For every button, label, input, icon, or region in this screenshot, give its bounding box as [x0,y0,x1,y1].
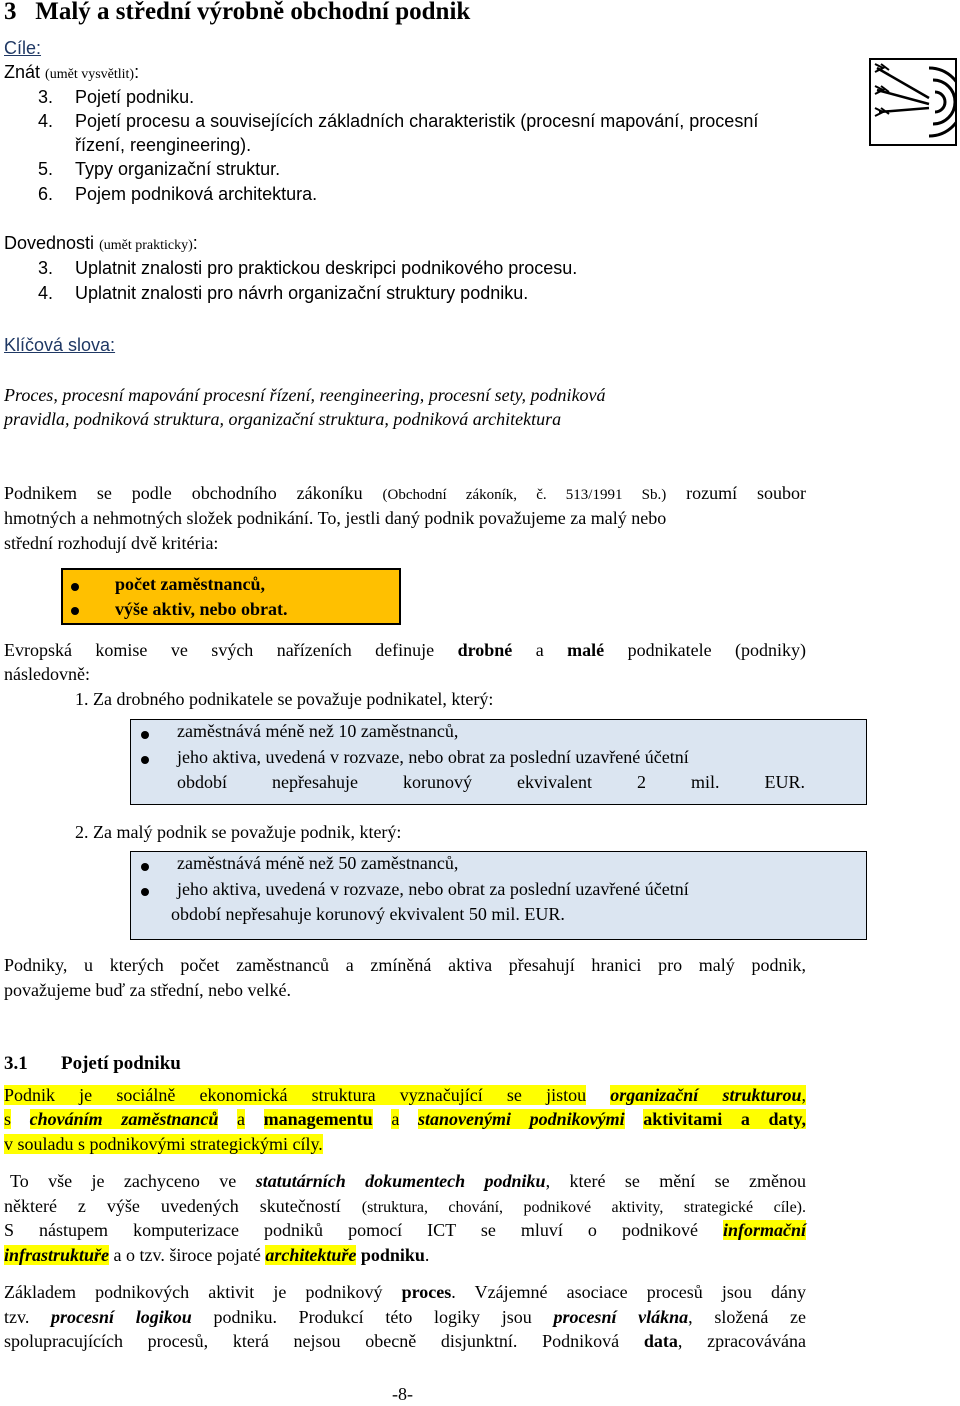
eu-bold: drobné [457,640,513,660]
list-item-cont: období nepřesahuje korunový ekvivalent 2 mil. EUR. [177,772,805,792]
exceed-line-1: Podniky, u kterých počet zaměstnanců a zmíněná aktiva přesahují hranici pro malý podnik, [4,955,806,975]
para-emph: procesní vlákna [553,1307,689,1327]
para-emph: architektuře [265,1245,357,1265]
know-note: (umět vysvětlit) [45,67,135,82]
para-text: některé z výše uvedených skutečností [4,1196,341,1216]
know-item-num: 3. [38,87,54,107]
list-item: zaměstnává méně než 10 zaměstnanců, [177,721,459,741]
keywords-line-2: pravidla, podniková struktura, organizační struktura, podniková architektura [4,409,562,429]
goals-label: Cíle: [4,38,42,58]
exceed-line-2: považujeme buď za střední, nebo velké. [4,980,292,1000]
bullet [141,888,149,896]
know-item-text: řízení, reengineering). [75,135,252,155]
intro-line-2: hmotných a nehmotných složek podnikání. To, jestli daný podnik považujeme za malý nebo [4,508,667,528]
para2-line-1 [4,1282,806,1303]
know-item-num: 5. [38,159,54,179]
eu-line-1 [4,640,806,661]
definition-text: Podnik je sociálně ekonomická struktura vyznačující se jistou [4,1085,587,1105]
list-item: jeho aktiva, uvedená v rozvaze, nebo obrat za poslední uzavřené účetní [177,879,689,899]
para-text: . [424,1245,430,1265]
list-item: zaměstnává méně než 50 zaměstnanců, [177,853,459,873]
keywords-line-1: Proces, procesní mapování procesní řízení, reengineering, procesní sety, podniková [4,385,606,405]
know-colon: : [134,62,140,82]
bullet [141,731,149,739]
skills-label: Dovednosti [4,233,95,253]
target-with-arrows-icon [869,58,957,146]
para1-line-3 [4,1220,806,1241]
definition-bold: managementu [263,1109,373,1129]
para-text: , složená ze [688,1307,807,1327]
criteria-item: počet zaměstnanců, [115,574,265,594]
para-note: (struktura, chování, podnikové aktivity, strategické cíle). [361,1199,807,1216]
definition-line-2 [4,1109,806,1130]
skills-label-line [4,233,198,254]
intro-line-3: střední rozhodují dvě kritéria: [4,533,219,553]
small-entrepreneur-box [130,719,867,805]
para2-line-2 [4,1307,806,1328]
intro-citation: (Obchodní zákoník, č. 513/1991 Sb.) [382,487,667,503]
intro-text: rozumí soubor [686,483,807,503]
bullet [141,863,149,871]
para-emph: informační [723,1220,807,1240]
para1-line-1 [10,1171,806,1192]
small-entrepreneur-heading: 1. Za drobného podnikatele se považuje podnikatel, který: [75,689,494,709]
definition-line-3 [4,1134,323,1155]
skills-item-text: Uplatnit znalosti pro praktickou deskripci podnikového procesu. [75,258,578,278]
definition-text: v souladu s podnikovými strategickými cíly. [4,1134,323,1154]
definition-text: s [4,1109,12,1129]
para-emph: statutárních dokumentech podniku [255,1171,546,1191]
know-item-text: Pojetí procesu a souvisejících základních charakteristik (procesní mapování, procesní [75,111,759,131]
definition-emph: chováním zaměstnanců [29,1109,219,1129]
para-bold: podniku [360,1245,425,1265]
definition-bold: aktivitami a daty, [643,1109,807,1129]
para1-line-4 [4,1245,429,1266]
definition-text: , [801,1085,806,1105]
know-label-line [4,62,139,83]
bullet [71,607,79,615]
para-text: . Vzájemné asociace procesů jsou dány [451,1282,806,1302]
para1-line-2 [4,1196,806,1217]
definition-line-1 [4,1085,806,1106]
chapter-heading [4,0,470,26]
chapter-number: 3 [4,0,17,25]
know-item-num: 6. [38,184,54,204]
para-emph: infrastruktuře [4,1245,110,1265]
para-bold: data [643,1331,678,1351]
definition-emph: organizační strukturou [610,1085,802,1105]
know-label: Znát [4,62,41,82]
skills-note: (umět prakticky) [99,238,193,253]
small-business-box [130,851,867,940]
section-number: 3.1 [4,1053,28,1074]
eu-line-2: následovně: [4,664,90,684]
para-text: spolupracujících procesů, která nejsou obecně disjunktní. Podniková [4,1331,620,1351]
eu-text: Evropská komise ve svých nařízeních definuje [4,640,435,660]
para-text: S nástupem komputerizace podniků pomocí ICT se mluví o podnikové [4,1220,698,1240]
chapter-title: Malý a střední výrobně obchodní podnik [35,0,471,25]
page-number: -8- [392,1384,413,1404]
para-bold: proces [401,1282,452,1302]
para-text: To vše je zachyceno ve [10,1171,237,1191]
skills-colon: : [192,233,198,253]
intro-text: Podnikem se podle obchodního zákoníku [4,483,363,503]
para-text: podniku. Produkcí této logiky jsou [213,1307,532,1327]
criteria-box [61,568,401,625]
bullet [71,583,79,591]
definition-text: a [391,1109,400,1129]
eu-text: podnikatele (podniky) [627,640,807,660]
para-text: a o tzv. široce pojaté [113,1245,261,1265]
bullet [141,756,149,764]
skills-item-num: 3. [38,258,54,278]
know-item-text: Pojetí podniku. [75,87,195,107]
intro-line-1 [4,483,806,504]
eu-text: a [535,640,544,660]
definition-emph: stanovenými podnikovými [417,1109,625,1129]
know-item-num: 4. [38,111,54,131]
know-item-text: Pojem podniková architektura. [75,184,318,204]
para-emph: procesní logikou [51,1307,192,1327]
skills-item-num: 4. [38,283,54,303]
skills-item-text: Uplatnit znalosti pro návrh organizační struktury podniku. [75,283,529,303]
para-text: , které se mění se změnou [545,1171,807,1191]
eu-bold: malé [567,640,605,660]
para-text: , zpracovávána [677,1331,807,1351]
definition-text: a [237,1109,245,1129]
list-item: jeho aktiva, uvedená v rozvaze, nebo obrat za poslední uzavřené účetní [177,747,689,767]
know-item-text: Typy organizační struktur. [75,159,281,179]
criteria-item: výše aktiv, nebo obrat. [115,599,288,619]
keywords-label: Klíčová slova: [4,335,116,355]
para-text: tzv. [4,1307,30,1327]
list-item-cont: období nepřesahuje korunový ekvivalent 50 mil. EUR. [171,904,565,924]
para2-line-3 [4,1331,806,1352]
section-title: Pojetí podniku [61,1053,181,1074]
small-business-heading: 2. Za malý podnik se považuje podnik, který: [75,822,402,842]
para-text: Základem podnikových aktivit je podnikový [4,1282,383,1302]
